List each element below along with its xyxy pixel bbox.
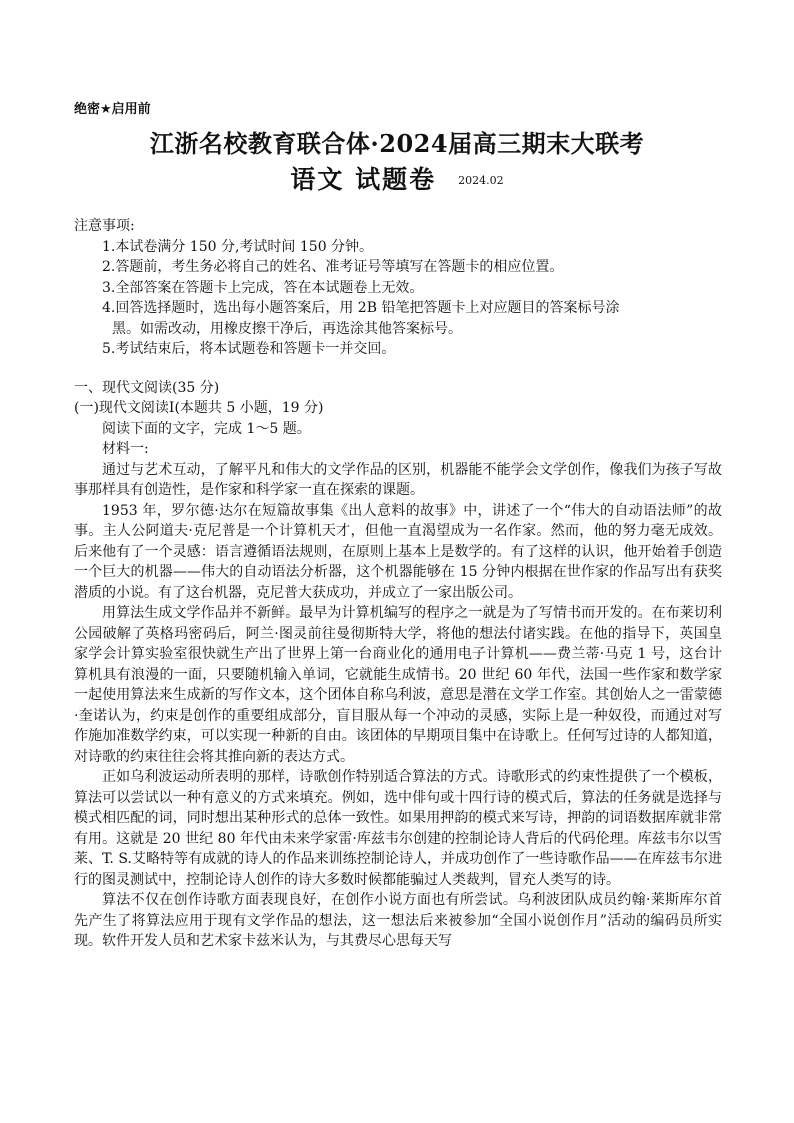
- exam-date: 2024.02: [458, 174, 504, 187]
- paragraph: 算法不仅在创作诗歌方面表现良好，在创作小说方面也有所尝试。乌利波团队成员约翰·莱斯库尔首先产生了将算法应用于现有文学作品的想法，这一想法后来被参加“全国小说创作月”活动的编码员所实现。软件开发人员和艺术家卡兹米认为，与其费尽心思每天写: [74, 892, 722, 949]
- section-instruction: 阅读下面的文字，完成 1～5 题。: [102, 420, 311, 437]
- section-title: 一、现代文阅读(35 分): [74, 379, 220, 396]
- notice-item-text: 4.回答选择题时，选出每小题答案后，用 2B 铅笔把答题卡上对应题目的答案标号涂: [102, 300, 620, 316]
- section-subtitle: (一)现代文阅读Ⅰ(本题共 5 小题，19 分): [74, 400, 324, 416]
- reading-section: [74, 378, 722, 952]
- notice-item: 3.全部答案在答题卡上完成，答在本试题卷上无效。: [102, 279, 424, 296]
- subject-title: 语文 试题卷: [290, 165, 437, 194]
- exam-subtitle: [0, 160, 794, 196]
- notice-heading: 注意事项:: [74, 218, 135, 234]
- exam-title: 江浙名校教育联合体·2024届高三期末大联考: [149, 129, 645, 158]
- material-label: 材料一:: [102, 441, 149, 457]
- exam-body: [74, 216, 722, 952]
- notice-item-continuation: 黑。如需改动，用橡皮擦干净后，再选涂其他答案标号。: [112, 320, 462, 337]
- notice-item: 2.答题前，考生务必将自己的姓名、准考证号等填写在答题卡的相应位置。: [102, 259, 564, 275]
- notice-item: 1.本试卷满分 150 分,考试时间 150 分钟。: [102, 238, 374, 255]
- confidential-mark: 绝密★启用前: [74, 102, 151, 117]
- paragraph: 1953 年，罗尔德·达尔在短篇故事集《出人意料的故事》中，讲述了一个“伟大的自动语法师”的故事。主人公阿道夫·克尼普是一个计算机天才，但他一直渴望成为一名作家。然而，他的努力毫无成效。后来他有了一个灵感：语言遵循语法规则，在原则上基本上是数学的。有了这样的认识，他开始着手创造一个巨大的机器——伟大的自动语法分析器，这个机器能够在 15 分钟内根据在世作家的作品写出有获奖潜质的小说。有了这台机器，克尼普大获成功，并成立了一家出版公司。: [74, 502, 722, 601]
- notice-list: [74, 237, 722, 360]
- paragraph: 通过与艺术互动，了解平凡和伟大的文学作品的区别，机器能不能学会文学创作，像我们为孩子写故事那样具有创造性，是作家和科学家一直在探索的课题。: [74, 461, 722, 498]
- paragraph: 用算法生成文学作品并不新鲜。最早为计算机编写的程序之一就是为了写情书而开发的。在布莱切利公园破解了英格玛密码后，阿兰·图灵前往曼彻斯特大学，将他的想法付诸实践。在他的指导下，英国皇家学会计算实验室很快就生产出了世界上第一台商业化的通用电子计算机——费兰蒂·马克 1 号，这台计算机具有浪漫的一面，只要随机输入单词，它就能生成情书。20 世纪 60 年代，法国一些作家和数学家一起使用算法来生成新的写作文本，这个团体自称乌利波，意思是潜在文学工作室。其创始人之一雷蒙德·奎诺认为，约束是创作的重要组成部分，盲目服从每一个冲动的灵感，实际上是一种奴役，而通过对写作施加准数学约束，可以实现一种新的自由。该团体的早期项目集中在诗歌上。任何写过诗的人都知道，对诗歌的约束往往会将其推向新的表达方式。: [74, 605, 722, 765]
- paragraph: 正如乌利波运动所表明的那样，诗歌创作特别适合算法的方式。诗歌形式的约束性提供了一个模板，算法可以尝试以一种有意义的方式来填充。例如，选中俳句或十四行诗的模式后，算法的任务就是选择与模式相匹配的词，同时想出某种形式的总体一致性。如果用押韵的模式来写诗，押韵的词语数据库就非常有用。这就是 20 世纪 80 年代由未来学家雷·库兹韦尔创建的控制论诗人背后的代码伦理。库兹韦尔以雪莱、T. S.艾略特等有成就的诗人的作品来训练控制论诗人，并成功创作了一些诗歌作品——在库兹韦尔进行的图灵测试中，控制论诗人创作的诗大多数时候都能骗过人类裁判，冒充人类写的诗。: [74, 769, 722, 888]
- notice-item: [74, 298, 722, 339]
- notice-item: 5.考试结束后，将本试题卷和答题卡一并交回。: [102, 341, 396, 357]
